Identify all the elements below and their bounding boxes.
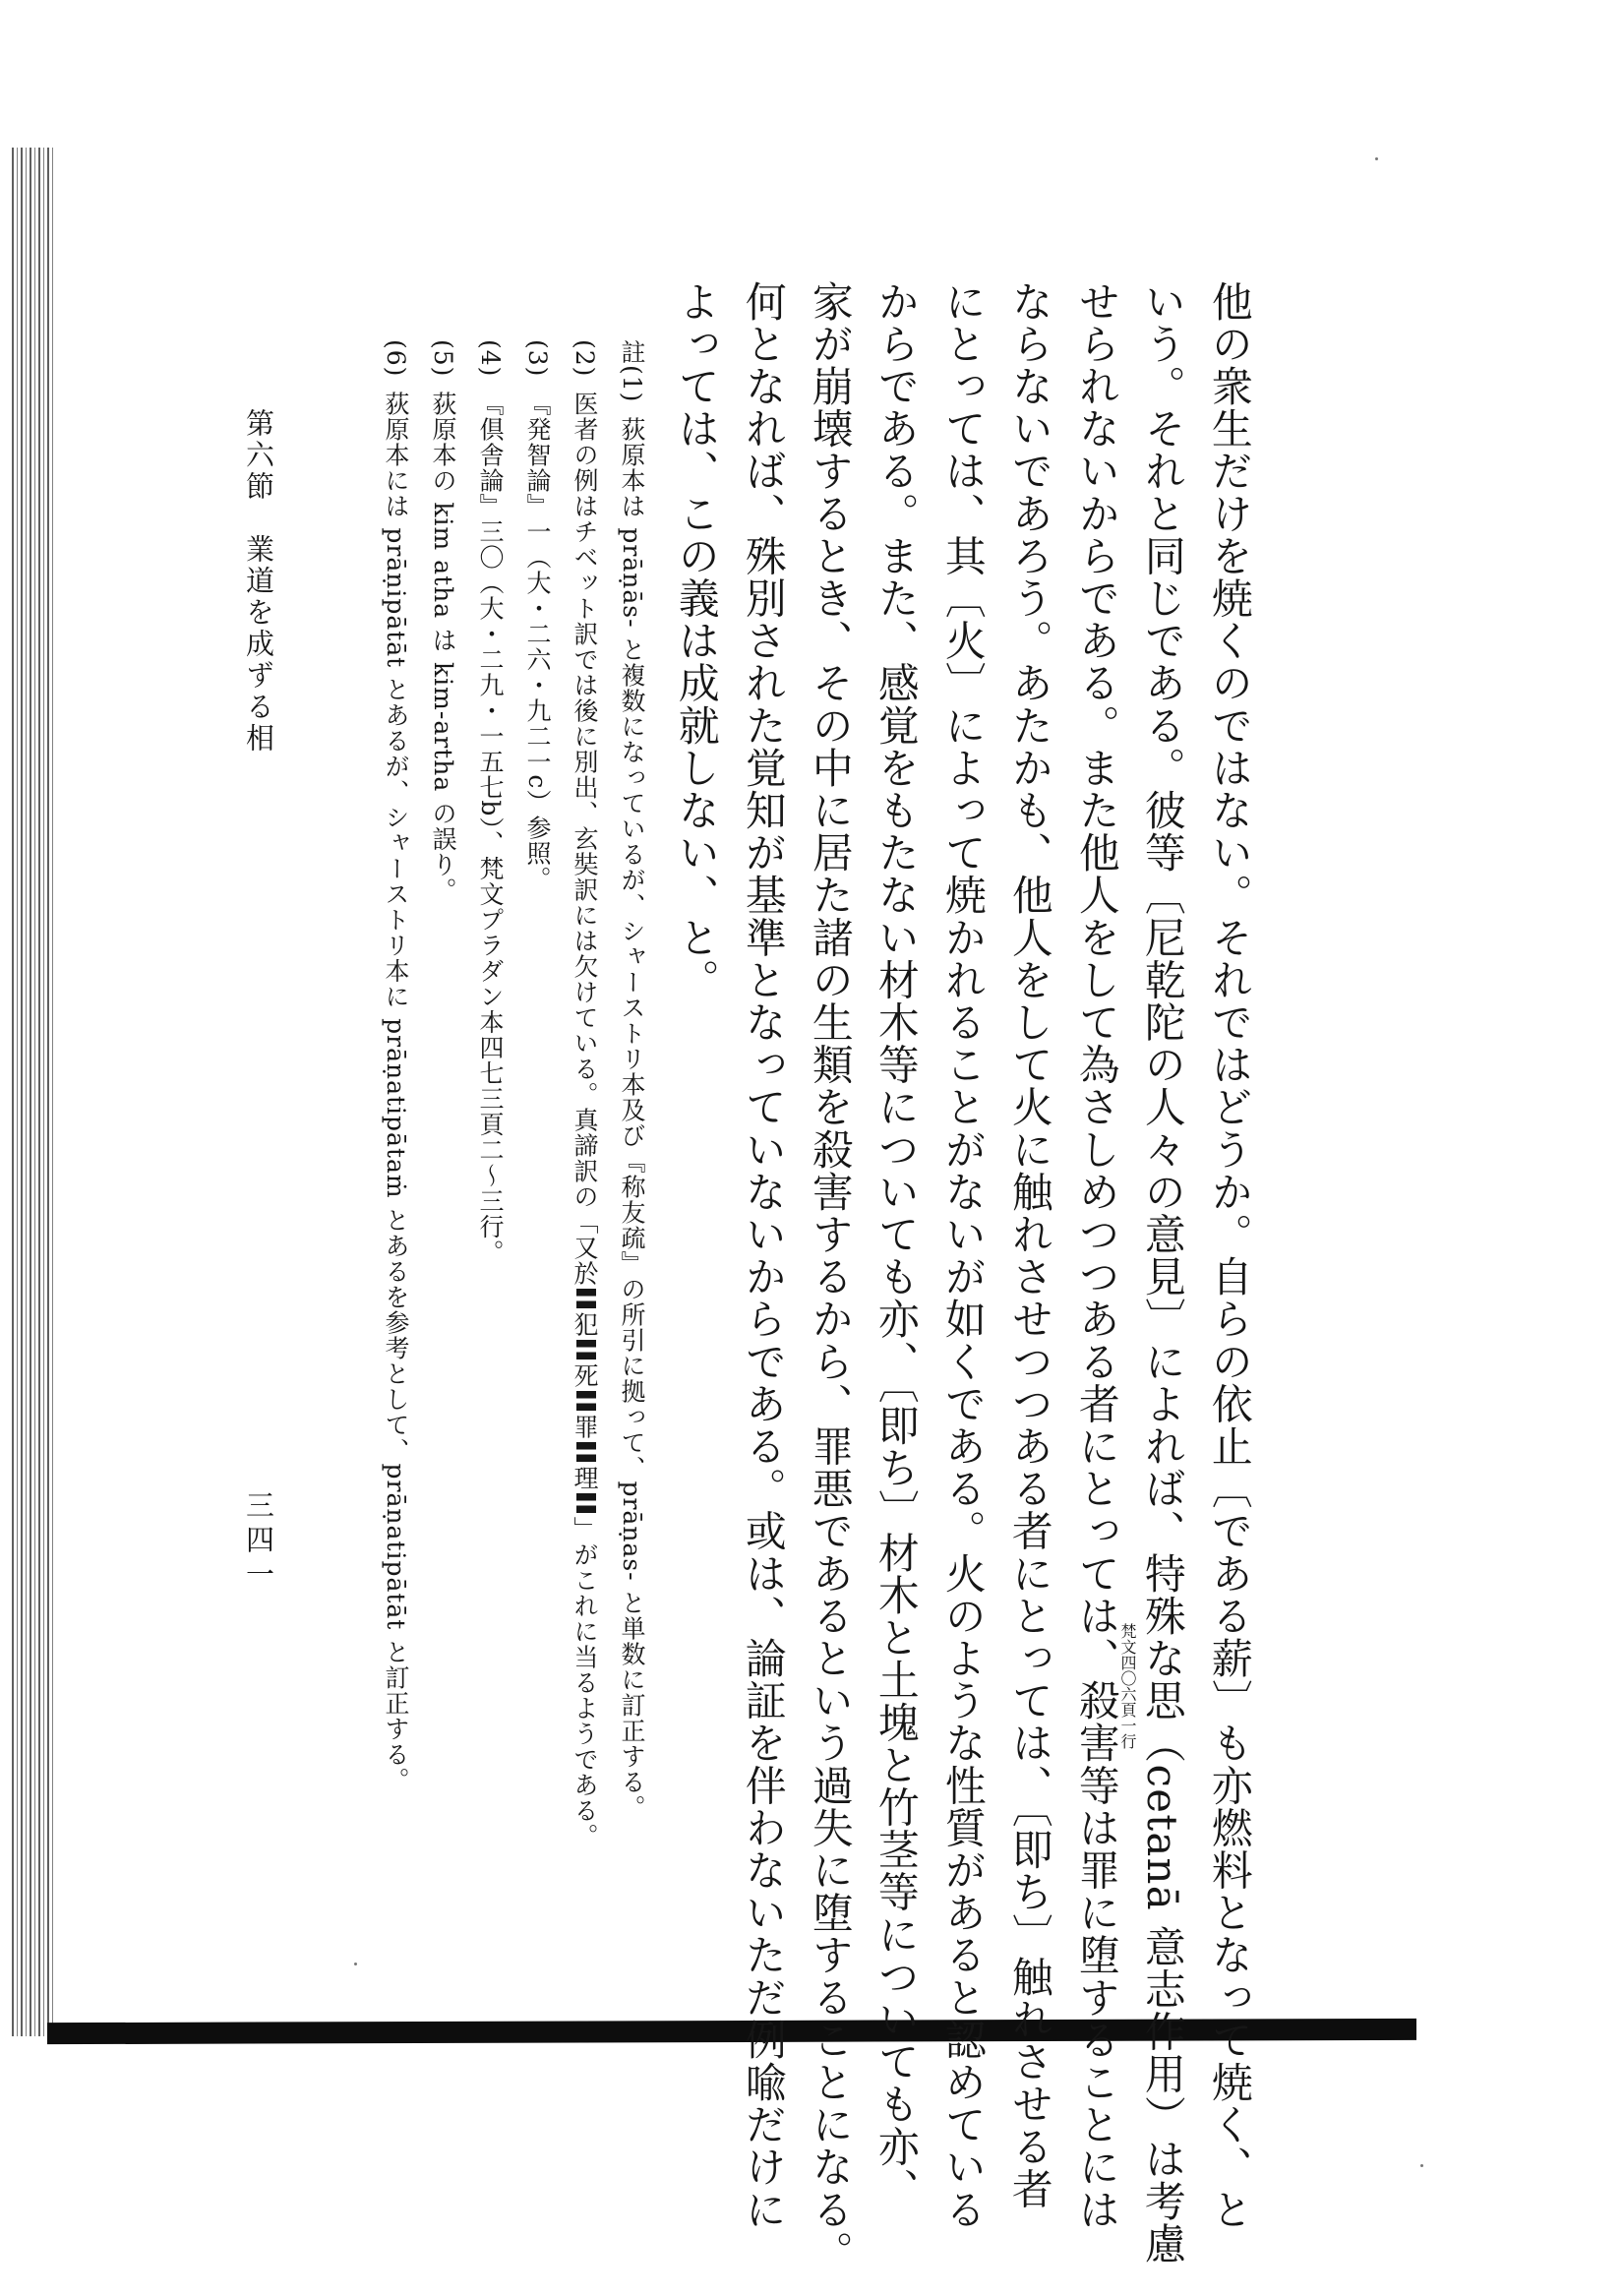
sanskrit-page-reference: 梵文四〇六頁一行 [1118,1623,1137,1749]
running-head: 第六節 業道を成ずる相 [242,408,275,755]
main-text-column-3: せられないからである。また他人をして為さしめつつある者にとっては、殺害等は罪に堕することには [1071,280,1120,2231]
scan-speck [1375,157,1378,160]
footnote-text: 『発智論』一（大・二六・九二一c）参照。 [523,391,552,892]
main-text-column-7: 家が崩壊するとき、その中に居た諸の生類を殺害するから、罪悪であるという過失に堕することになる。 [805,280,854,2273]
page-number: 三四一 [242,1490,275,1594]
footnote-1 [620,339,644,1821]
main-text-column-9: よっては、この義は成就しない、と。 [671,280,720,1001]
main-text-column-8: 何となれば、殊別された覚知が基準となっていないからである。或は、論証を伴わないただ例喩だけに [738,280,787,2231]
footnote-5 [431,339,455,903]
scan-speck [354,1963,357,1965]
footnote-text: 荻原本は prāṇās- と複数になっているが、シャーストリ本及び『称友疏』の所引に拠って、prāṇas- と単数に訂正する。 [618,416,646,1821]
footnote-3 [525,339,550,891]
scan-edge-artifact [12,148,55,2036]
footnote-number: (2) [571,339,599,378]
footnote-text: 荻原本には prāṇipātāt とあるが、シャーストリ本に prāṇatipātaṁ とあるを参考として、prāṇatipātāt と訂正する。 [382,391,410,1793]
footnote-number: 註(1) [618,339,646,403]
main-text-column-1: 他の衆生だけを焼くのではない。それではどうか。自らの依止〔である薪〕も亦燃料となって焼く、と [1204,280,1253,2231]
footnote-text: 『倶舎論』三〇（大・二九・一五七b）、梵文プラダン本四七三頁二〜三行。 [476,391,505,1265]
footnote-text: 医者の例はチベット訳では後に別出、玄奘訳には欠けている。真諦訳の「又於〓犯〓死〓罪〓理〓」がこれに当るようである。 [571,391,599,1849]
footnote-number: (4) [476,339,505,378]
scan-speck [1420,2164,1423,2167]
main-text-column-2: いう。それと同じである。彼等〔尼乾陀の人々の意見〕によれば、特殊な思（cetanā 意志作用）は考慮 [1137,280,1186,2266]
footnote-text: 荻原本の kim atha は kim-artha の誤り。 [429,391,457,904]
footnote-6 [384,339,408,1792]
footnote-2 [572,339,597,1848]
main-text-column-5: にとっては、其〔火〕によって焼かれることがないが如くである。火のような性質があると認めている [937,280,987,2231]
footnote-number: (5) [429,339,457,378]
footnote-4 [478,339,503,1265]
main-text-column-6: からである。また、感覚をもたない材木等についても亦、〔即ち〕材木と土塊と竹茎等についても亦、 [871,280,920,2210]
main-text-column-4: ならないであろう。あたかも、他人をして火に触れさせつつある者にとっては、〔即ち〕触れさせる者 [1004,280,1053,2210]
footnote-number: (3) [523,339,552,378]
footnote-number: (6) [382,339,410,378]
